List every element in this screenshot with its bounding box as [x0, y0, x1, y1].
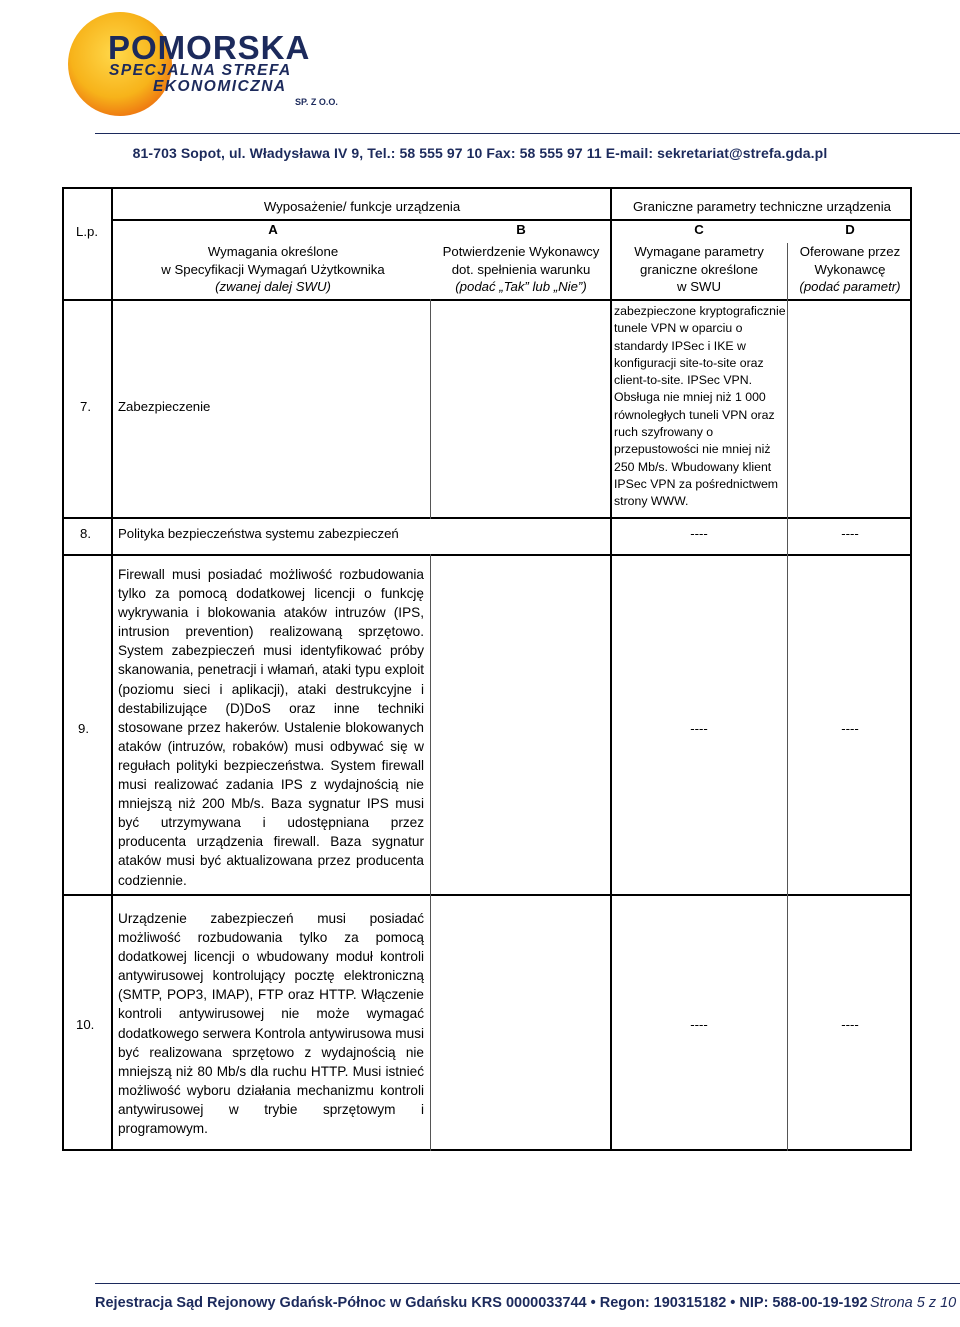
- header-divider-2: [62, 299, 912, 301]
- group-right-header: Graniczne parametry techniczne urządzenia: [632, 199, 892, 214]
- logo-line1: POMORSKA: [108, 29, 311, 66]
- group-left-header: Wyposażenie/ funkcje urządzenia: [263, 199, 461, 214]
- row-10-number: 10.: [76, 1017, 95, 1032]
- row-10-parameters: ----: [690, 1017, 708, 1032]
- header-divider-1: [112, 219, 912, 221]
- col-c-letter: C: [694, 222, 704, 237]
- logo-line3: EKONOMICZNA: [153, 78, 287, 95]
- table-border-bottom: [62, 1149, 912, 1151]
- company-logo: [48, 6, 360, 118]
- row-8-requirement: Polityka bezpieczeństwa systemu zabezpieczeń: [118, 526, 399, 541]
- row-7-number: 7.: [80, 399, 91, 414]
- row-9-requirement: Firewall musi posiadać możliwość rozbudowania tylko za pomocą dodatkowej licencji o funkcję wykrywania i blokowania ataków intruzów (IPS, intrusion prevention) realizowaną sprzętowo. System zabezpieczeń musi identyfikować próby skanowania, penetracji i włamań, ataki typu exploit (poziomu sieci i aplikacji), ataki destrukcyjne i destabilizujące (D)DoS oraz inne techniki stosowane przez hakerów. Ustalenie blokowanych ataków (intruzów, robaków) musi odbywać się w regułach polityki bezpieczeństwa. System firewall musi realizować zadania IPS z wydajnością nie mniejszą niż 200 Mb/s. Baza sygnatur IPS musi być utrzymywana i udostępniana przez producenta urządzenia firewall. Baza sygnatur ataków musi być aktualizowana przez producenta codziennie.: [118, 567, 424, 888]
- col-a-letter: A: [268, 222, 278, 237]
- row-8-parameters: ----: [690, 526, 708, 541]
- table-border-left: [62, 187, 64, 1151]
- col-d-header: Oferowane przez Wykonawcę (podać parametr): [799, 244, 901, 294]
- row-10-offered: ----: [841, 1017, 859, 1032]
- row-7-requirement: Zabezpieczenie: [118, 399, 211, 414]
- logo-line2: SPECJALNA STREFA: [109, 62, 292, 79]
- contact-info: 81-703 Sopot, ul. Władysława IV 9, Tel.: 58 555 97 10 Fax: 58 555 97 11 E-mail: sekretariat@strefa.gda.pl: [132, 145, 828, 161]
- header-divider: [95, 133, 960, 134]
- row-divider-9-10: [62, 894, 912, 896]
- row-10-requirement: Urządzenie zabezpieczeń musi posiadać możliwość rozbudowania tylko za pomocą dodatkowej licencji o wbudowany moduł kontroli antywirusowej kontrolujący pocztę elektroniczną (SMTP, POP3, IMAP), FTP oraz HTTP. Włączenie kontroli antywirusowej nie może wymagać dodatkowego serwera Kontrola antywirusowa musi być realizowana sprzętowo z wydajnością nie mniejszą niż 80 Mb/s dla ruchu HTTP. Musi istnieć możliwość wyboru działania mechanizmu kontroli antywirusowej w trybie sprzętowym i programowym.: [118, 911, 425, 1137]
- row-7-parameters: zabezpieczone kryptograficznie tunele VPN w oparciu o standardy IPSec i IKE w konfiguracji site-to-site oraz client-to-site. IPSec VPN. Obsługa nie mniej niż 1 000 równoległych tuneli VPN oraz ruch szyfrowany o przepustowości nie mniej niż 250 Mb/s. Wbudowany klient IPSec VPN za pośrednictwem strony WWW.: [614, 304, 786, 509]
- footer-divider: [95, 1283, 960, 1284]
- col-a-header: Wymagania określone w Specyfikacji Wymagań Użytkownika (zwanej dalej SWU): [161, 244, 385, 294]
- col-divider-c-d: [787, 243, 788, 1151]
- col-lp-header: L.p.: [76, 224, 98, 239]
- col-c-header: Wymagane parametry graniczne określone w SWU: [634, 244, 764, 294]
- logo-line4: SP. Z O.O.: [295, 97, 338, 107]
- row-9-offered: ----: [841, 721, 859, 736]
- row-9-number: 9.: [78, 721, 89, 736]
- col-b-header: Potwierdzenie Wykonawcy dot. spełnienia warunku (podać „Tak” lub „Nie”): [442, 244, 600, 294]
- col-divider-a-b-lower: [430, 554, 431, 1151]
- row-9-parameters: ----: [690, 721, 708, 736]
- specification-table: [62, 187, 912, 1151]
- col-divider-a-b: [430, 299, 431, 519]
- row-8-offered: ----: [841, 526, 859, 541]
- table-border-top: [62, 187, 912, 189]
- col-divider-group: [610, 187, 612, 1151]
- col-divider-lp: [111, 187, 113, 1151]
- col-d-letter: D: [845, 222, 855, 237]
- row-divider-8-9: [62, 554, 912, 556]
- table-border-right: [910, 187, 912, 1151]
- row-8-number: 8.: [80, 526, 91, 541]
- col-b-letter: B: [516, 222, 526, 237]
- row-divider-7-8: [62, 517, 912, 519]
- registration-info: Rejestracja Sąd Rejonowy Gdańsk-Północ w Gdańsku KRS 0000033744 • Regon: 190315182 • NIP: 588-00-19-192: [95, 1295, 868, 1311]
- page-number: Strona 5 z 10: [870, 1295, 957, 1311]
